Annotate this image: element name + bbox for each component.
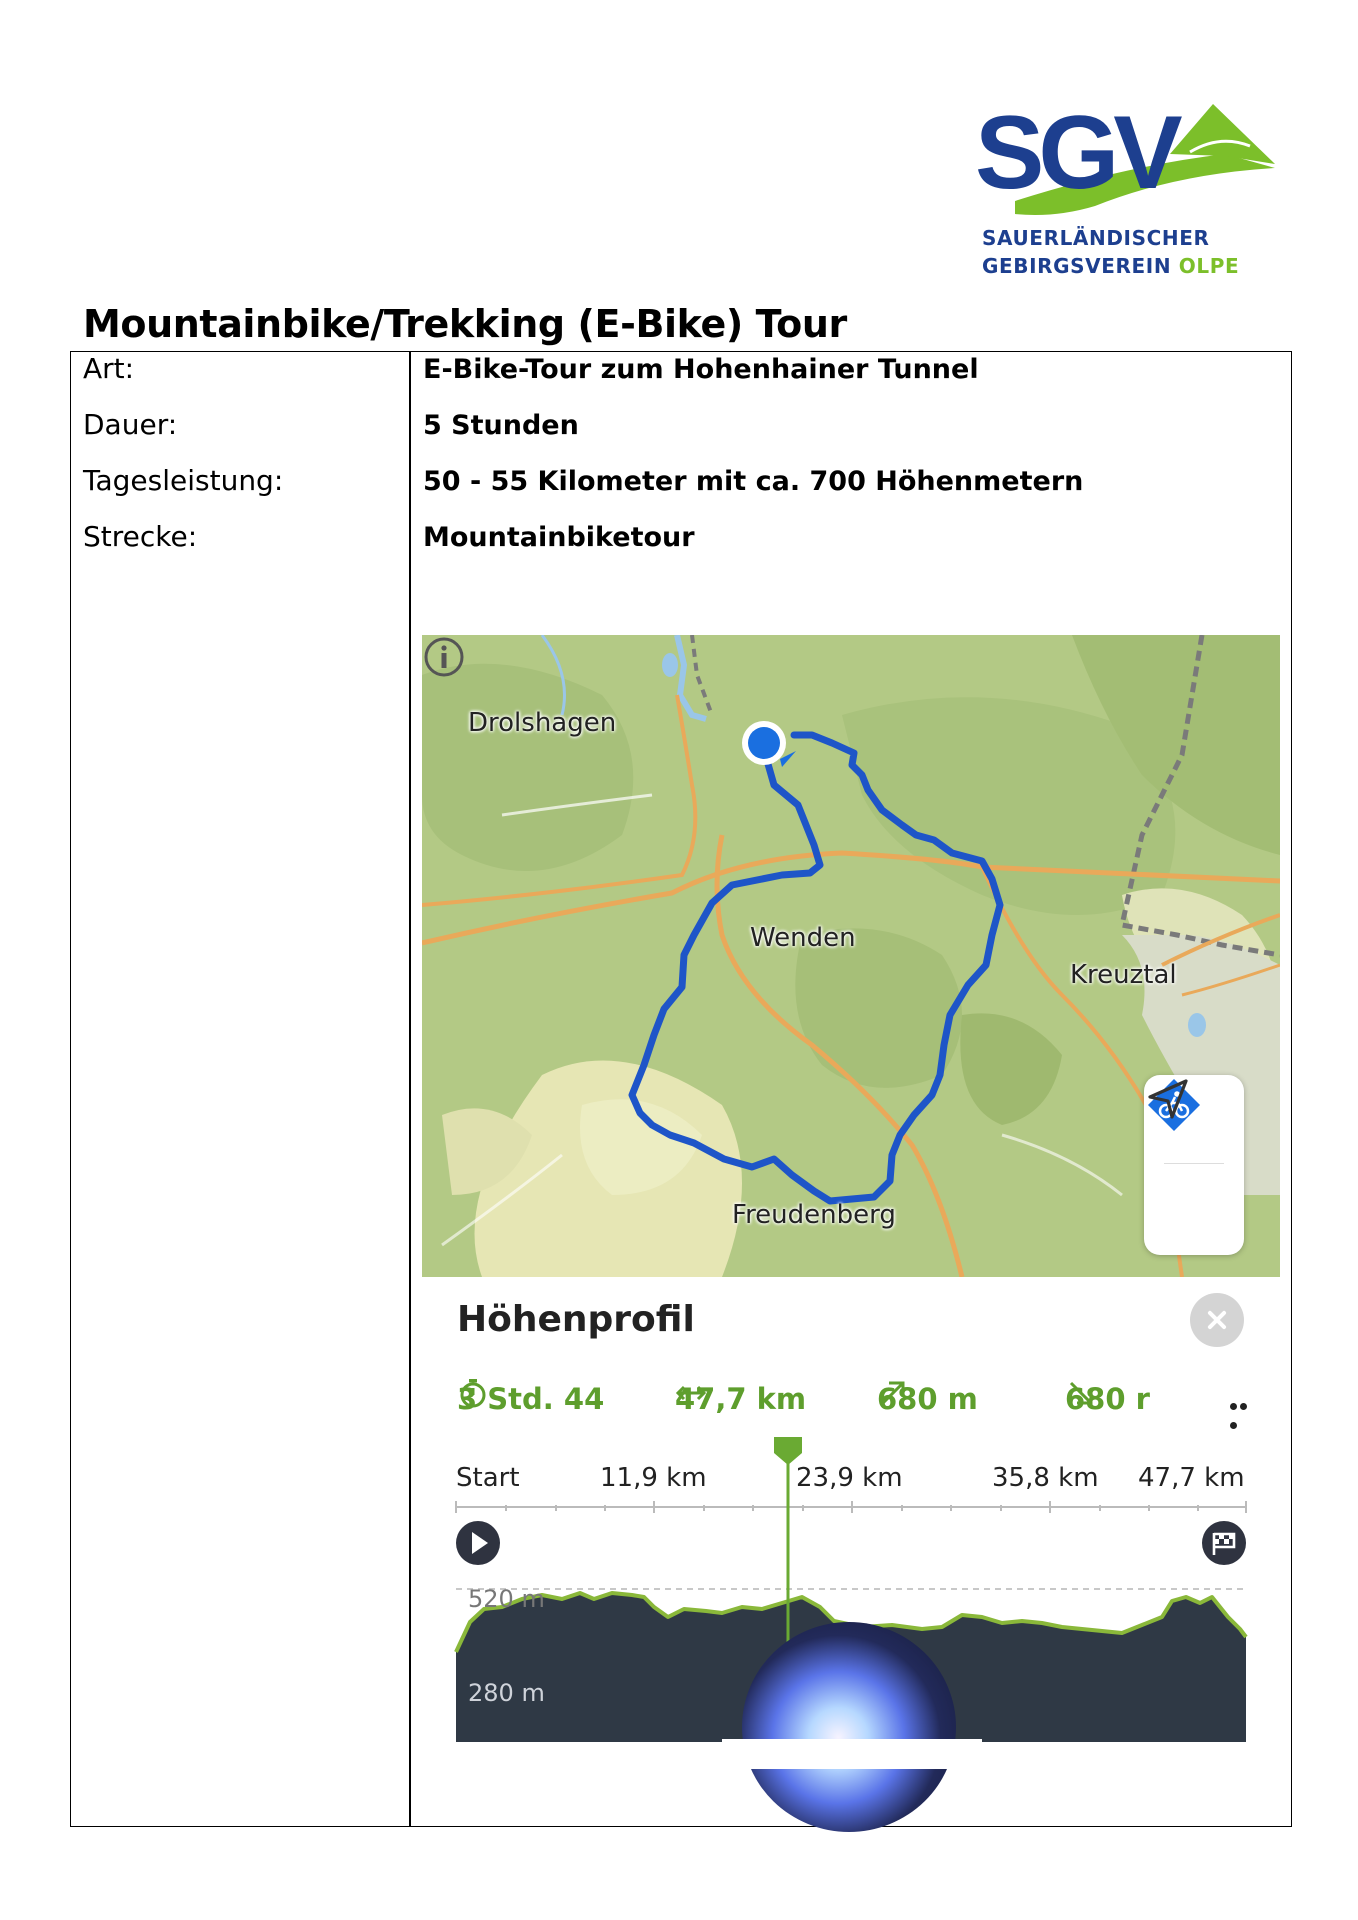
start-play-icon [456,1521,500,1565]
finish-flag-icon [1202,1521,1246,1565]
axis-label-35-8: 35,8 km [992,1463,1099,1493]
value-dauer: 5 Stunden [423,410,579,441]
value-strecke: Mountainbiketour [423,522,695,553]
control-separator [1164,1163,1224,1164]
place-wenden: Wenden [750,923,856,953]
page-title: Mountainbike/Trekking (E-Bike) Tour [83,302,847,346]
stat-distance: 47,7 km [675,1377,806,1421]
axis-label-start: Start [456,1463,520,1493]
map-controls [1144,1075,1244,1255]
route-map[interactable] [422,635,1280,1277]
axis-label-47-7: 47,7 km [1138,1463,1245,1493]
column-divider [409,352,411,1826]
navigate-arrow-icon[interactable] [1144,1075,1192,1123]
panel-bottom-mask [722,1739,982,1769]
place-freudenberg: Freudenberg [732,1200,896,1230]
label-art: Art: [83,352,135,385]
label-dauer: Dauer: [83,408,178,441]
axis-label-11-9: 11,9 km [600,1463,707,1493]
value-art: E-Bike-Tour zum Hohenhainer Tunnel [423,354,979,385]
stat-duration: 3 Std. 44 [457,1377,604,1421]
elevation-title: Höhenprofil [457,1299,695,1340]
axis-label-23-9: 23,9 km [796,1463,903,1493]
elevation-label-upper: 520 m [468,1585,545,1613]
stat-descent: 680 r [1065,1377,1150,1421]
logo-line-2: GEBIRGSVEREIN OLPE [982,254,1240,278]
siri-orb-icon [742,1622,956,1832]
elevation-panel [422,1277,1280,1747]
value-tagesleistung: 50 - 55 Kilometer mit ca. 700 Höhenmetern [423,466,1084,497]
label-tagesleistung: Tagesleistung: [83,464,284,497]
info-icon[interactable] [422,635,466,679]
logo-wordmark: SGV [975,96,1177,211]
stat-ascent: 680 m [877,1377,978,1421]
sgv-logo [975,96,1275,286]
place-drolshagen: Drolshagen [468,708,617,738]
label-strecke: Strecke: [83,520,198,553]
place-kreuztal: Kreuztal [1070,960,1177,990]
elevation-label-lower: 280 m [468,1679,545,1707]
logo-line-1: SAUERLÄNDISCHER [982,226,1210,250]
